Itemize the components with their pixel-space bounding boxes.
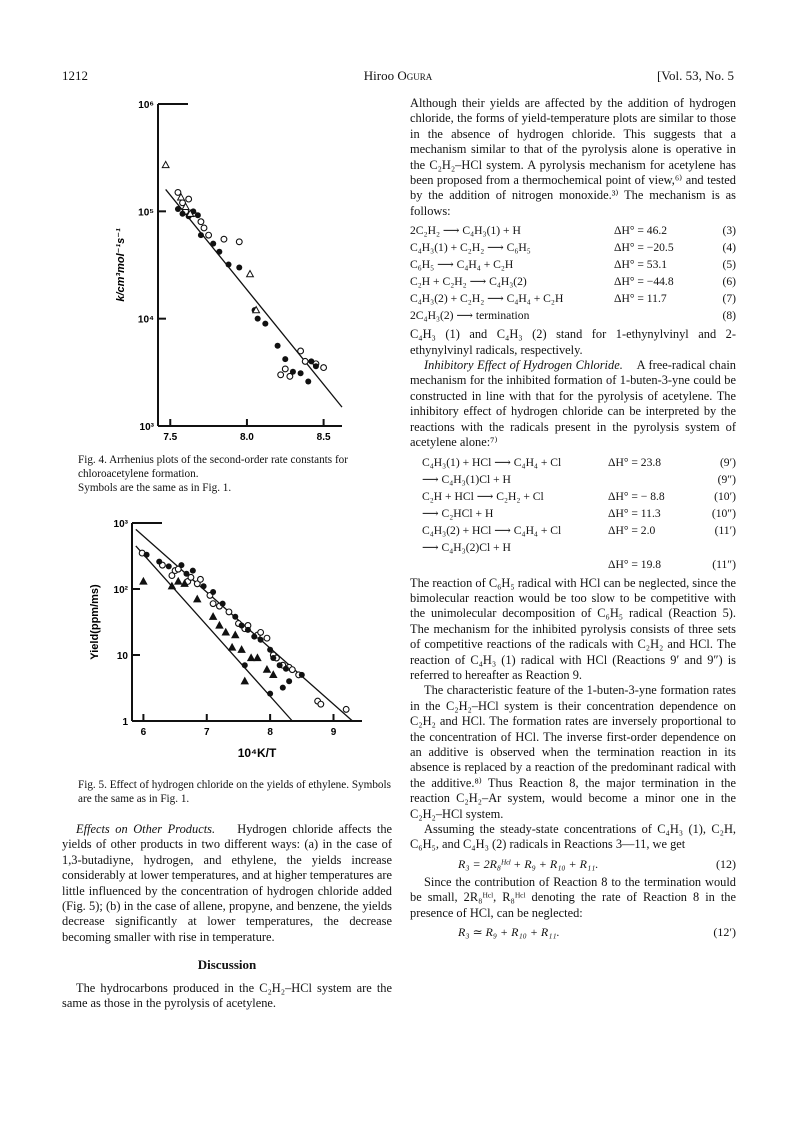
equation-row xyxy=(410,454,736,471)
x-tick-label: 7.5 xyxy=(163,432,178,443)
equation-h: ΔH° = 53.1 xyxy=(614,258,668,272)
x-axis-label: 10⁴K/T xyxy=(237,746,277,760)
paragraph-inhibitory: Inhibitory Effect of Hydrogen Chloride. A free-radical chain mechanism for the inhibited formation of 1-buten-3-yne could be constructed in line with that for the pyrolysis of acetylene. The inhibitory effect of hydrogen chloride can be interpreted by the reactions with the radicals present in the pyrolysis system of acetylene alone:⁷⁾ xyxy=(410,358,736,450)
equation-h xyxy=(608,471,708,488)
equation-n: (10″) xyxy=(711,506,736,520)
filled-circle-point xyxy=(286,678,292,684)
filled-circle-point xyxy=(144,552,150,558)
triangle-point xyxy=(238,646,245,652)
equation-12-prime: R₃ ≃ R₉ + R₁₀ + R₁₁. (12′) xyxy=(458,925,736,940)
equation-n: (7) xyxy=(722,292,736,306)
filled-circle-point xyxy=(280,685,286,691)
filled-circle-point xyxy=(166,563,172,569)
equation-row xyxy=(410,239,736,256)
triangle-point xyxy=(222,629,229,635)
equation-r: C₄H₃(2) + C₂H₂ ⟶ C₄H₄ + C₂H xyxy=(410,292,564,306)
equation-h: ΔH° = 46.2 xyxy=(614,224,668,238)
filled-circle-point xyxy=(267,691,273,697)
open-circle-point xyxy=(206,232,212,238)
open-circle-point xyxy=(198,219,204,225)
y-tick-label: 10⁶ xyxy=(138,100,154,111)
equation-h: ΔH° = 19.8 xyxy=(608,557,662,571)
filled-circle-point xyxy=(270,655,276,661)
x-tick-label: 8 xyxy=(267,727,273,738)
x-tick-label: 7 xyxy=(203,727,210,738)
open-circle-point xyxy=(298,348,304,354)
triangle-point xyxy=(241,678,248,684)
filled-circle-point xyxy=(283,666,289,672)
triangle-point xyxy=(254,654,261,660)
equation-r: C₄H₃(1) + C₂H₂ ⟶ C₆H₅ xyxy=(410,241,531,255)
triangle-point xyxy=(229,644,236,650)
right-column xyxy=(410,96,736,943)
equation-n: (11′) xyxy=(714,523,736,537)
triangle-point xyxy=(140,578,147,584)
open-circle-point xyxy=(186,196,192,202)
equation-r: C₂H + C₂H₂ ⟶ C₄H₃(2) xyxy=(410,275,527,289)
equation-n xyxy=(708,539,736,556)
triangle-point xyxy=(216,622,223,628)
open-circle-point xyxy=(302,358,308,364)
triangle-point xyxy=(194,596,201,602)
equation-n: (8) xyxy=(722,309,736,323)
paragraph-steady-state: Assuming the steady-state concentrations of C₄H₃ (1), C₂H, C₆H₅, and C₄H₃ (2) radicals in Reactions 3—11, we get xyxy=(410,822,736,852)
y-tick-label: 10³ xyxy=(139,422,154,433)
equation-h: ΔH° = −20.5 xyxy=(614,241,674,255)
x-tick-label: 9 xyxy=(330,727,337,738)
mechanism-equations xyxy=(410,222,736,324)
x-tick-label: 6 xyxy=(140,727,147,738)
filled-circle-point xyxy=(245,627,251,633)
y-axis-label: k/cm³mol⁻¹s⁻¹ xyxy=(115,228,127,302)
equation-row xyxy=(410,307,736,324)
paragraph-characteristic: The characteristic feature of the 1-buten-3-yne formation rates in the C₂H₂–HCl system is their concentration dependence on C₂H₂ and HCl. The formation rates are inversely proportional to the concentration of HCl. The inverse first-order dependence on an additive is observed when the termination reaction in its absence is replaced by a reaction of the predominant radical with the additive.⁸⁾ Thus Reaction 8, the major termination in the reaction C₂H₂–Ar system, would become a minor one in the C₂H₂–HCl system. xyxy=(410,683,736,821)
open-circle-point xyxy=(175,190,181,196)
open-circle-point xyxy=(198,576,204,582)
equation-r: 2C₄H₃(2) ⟶ termination xyxy=(410,309,530,323)
open-circle-point xyxy=(210,601,216,607)
filled-circle-point xyxy=(220,601,226,607)
equation-n: (4) xyxy=(722,241,736,255)
discussion-paragraph: The hydrocarbons produced in the C₂H₂–HCl system are the same as those in the pyrolysis of acetylene. xyxy=(62,980,392,1011)
y-tick-label: 10⁴ xyxy=(137,314,154,326)
filled-circle-point xyxy=(308,358,314,364)
equation-row xyxy=(410,488,736,505)
figure-5 xyxy=(62,509,392,806)
equation-r xyxy=(410,556,608,573)
equation-n: (10′) xyxy=(714,489,736,503)
filled-circle-point xyxy=(282,356,288,362)
equation-n: (6) xyxy=(722,275,736,289)
equation-row xyxy=(410,539,736,556)
figure-4 xyxy=(62,96,392,495)
y-tick-label: 1 xyxy=(122,717,128,728)
equation-r: C₄H₃(2) + HCl ⟶ C₄H₄ + Cl xyxy=(422,523,562,537)
discussion-heading: Discussion xyxy=(197,957,257,973)
open-circle-point xyxy=(221,236,227,242)
open-circle-point xyxy=(282,366,288,372)
equation-n: (3) xyxy=(722,224,736,238)
fig4-chart xyxy=(62,96,392,446)
running-header xyxy=(62,68,734,86)
equation-row xyxy=(410,273,736,290)
triangle-point xyxy=(248,654,255,660)
filled-circle-point xyxy=(236,264,242,270)
fig5-caption: Fig. 5. Effect of hydrogen chloride on the yields of ethylene. Symbols are the same as in Fig. 1. xyxy=(78,779,391,805)
triangle-point xyxy=(264,666,271,672)
equation-n: (5) xyxy=(722,258,736,272)
equation-row xyxy=(410,522,736,539)
x-tick-label: 8.0 xyxy=(239,432,254,443)
open-circle-point xyxy=(321,365,327,371)
filled-circle-point xyxy=(255,316,261,322)
y-tick-label: 10² xyxy=(113,585,128,596)
equation-row xyxy=(410,290,736,307)
open-circle-point xyxy=(318,701,324,707)
paragraph-radicals: C₄H₃ (1) and C₄H₃ (2) stand for 1-ethynylvinyl and 2-ethynylvinyl radicals, respectively. xyxy=(410,327,736,357)
equation-h: ΔH° = 2.0 xyxy=(608,523,656,537)
equation-h: ΔH° = 11.3 xyxy=(608,506,661,520)
inhibition-equations xyxy=(410,454,736,573)
filled-circle-point xyxy=(226,261,232,267)
filled-circle-point xyxy=(175,206,181,212)
filled-circle-point xyxy=(178,562,184,568)
equation-h: ΔH° = 23.8 xyxy=(608,455,662,469)
triangle-point xyxy=(232,632,239,638)
filled-circle-point xyxy=(290,369,296,375)
filled-circle-point xyxy=(277,662,283,668)
filled-circle-point xyxy=(242,662,248,668)
filled-circle-point xyxy=(180,211,186,217)
equation-h: ΔH° = − 8.8 xyxy=(608,489,665,503)
equation-row xyxy=(410,222,736,239)
volume-info: [Vol. 53, No. 5 xyxy=(656,68,734,83)
y-axis-label: Yield(ppm/ms) xyxy=(89,584,101,660)
equation-h xyxy=(608,539,708,556)
equation-r: ⟶ C₄H₃(1)Cl + H xyxy=(422,472,511,486)
paragraph-c6h5: The reaction of C₆H₅ radical with HCl can be neglected, since the bimolecular reaction would be too slow to be competitive with the unimolecular decomposition of C₆H₅ radical (Reaction 5). The mechanism for the inhibited pyrolysis consists of three sets of competitive reactions of the radicals with C₂H₂ and HCl. The reaction of C₄H₃ (1) radical with HCl (Reactions 9′ and 9″) is referred to hereafter as Reaction 9. xyxy=(410,575,736,682)
filled-circle-point xyxy=(298,370,304,376)
paragraph-contribution: Since the contribution of Reaction 8 to the termination would be small, 2R₈ᴴᶜˡ, R₈ᴴᶜˡ denoting the rate of Reaction 8 in the presence of HCl, can be neglected: xyxy=(410,874,736,920)
equation-h: ΔH° = 11.7 xyxy=(614,292,667,306)
equation-r: 2C₂H₂ ⟶ C₄H₃(1) + H xyxy=(410,224,521,238)
filled-circle-point xyxy=(198,232,204,238)
filled-circle-point xyxy=(210,241,216,247)
filled-circle-point xyxy=(262,321,268,327)
triangle-point xyxy=(175,578,182,584)
triangle-point xyxy=(162,161,169,167)
equation-row xyxy=(410,471,736,488)
y-tick-label: 10³ xyxy=(113,519,128,530)
left-column xyxy=(62,96,392,1011)
equation-12: R₃ = 2R₈ᴴᶜˡ + R₉ + R₁₀ + R₁₁. (12) xyxy=(458,856,736,871)
filled-circle-point xyxy=(201,583,207,589)
filled-circle-point xyxy=(156,559,162,565)
triangle-point xyxy=(270,671,277,677)
filled-circle-point xyxy=(210,589,216,595)
open-circle-point xyxy=(343,706,349,712)
filled-circle-point xyxy=(258,637,264,643)
filled-circle-point xyxy=(195,212,201,218)
filled-circle-point xyxy=(275,343,281,349)
filled-circle-point xyxy=(183,571,189,577)
paragraph-mechanism-intro: Although their yields are affected by the addition of hydrogen chloride, the forms of yield-temperature plots are similar to those in the absence of hydrogen chloride. This suggests that a mechanism similar to that of the pyrolysis alone is operative in the C₂H₂–HCl system. A pyrolysis mechanism for acetylene has been proposed from a thermochemical point of view,⁶⁾ and tested by the addition of nitrogen monoxide.³⁾ The mechanism is as follows: xyxy=(410,96,736,218)
equation-h xyxy=(614,307,700,324)
filled-circle-point xyxy=(267,647,273,653)
equation-n: (9′) xyxy=(719,455,736,469)
fig5-chart xyxy=(62,509,392,771)
filled-circle-point xyxy=(299,672,305,678)
filled-circle-point xyxy=(251,634,257,640)
author-name: Hiroo Ogura xyxy=(363,68,433,83)
fit-line xyxy=(166,189,342,407)
filled-circle-point xyxy=(239,622,245,628)
equation-r: C₄H₃(1) + HCl ⟶ C₄H₄ + Cl xyxy=(422,455,562,469)
equation-row xyxy=(410,556,736,573)
equation-n: (11″) xyxy=(712,557,736,571)
open-circle-point xyxy=(236,239,242,245)
equation-h: ΔH° = −44.8 xyxy=(614,275,674,289)
triangle-point xyxy=(247,271,254,277)
x-tick-label: 8.5 xyxy=(316,432,331,443)
open-circle-point xyxy=(226,609,232,615)
equation-row xyxy=(410,256,736,273)
equation-r: C₆H₅ ⟶ C₄H₄ + C₂H xyxy=(410,258,514,272)
effects-paragraph: Effects on Other Products. Hydrogen chloride affects the yields of other products in two different ways: (a) in the case of 1,3-butadiyne, hydrogen, and ethylene, the yields increase considerably at lower temperatures, and at higher temperatures are little influenced by the concentration of hydrogen chloride added (Fig. 5); (b) in the case of allene, propyne, and benzene, the yields decrease significantly at lower temperatures, the decrease becoming smaller with rise in temperature. xyxy=(62,822,393,944)
equation-n: (9″) xyxy=(717,472,736,486)
page-number: 1212 xyxy=(62,68,88,83)
equation-r: ⟶ C₂HCl + H xyxy=(422,506,494,520)
filled-circle-point xyxy=(313,363,319,369)
open-circle-point xyxy=(201,225,207,231)
filled-circle-point xyxy=(232,614,238,620)
filled-circle-point xyxy=(216,249,222,255)
fig4-caption: Fig. 4. Arrhenius plots of the second-order rate constants for chloroacetylene formation. Symbols are the same as in Fig. 1. xyxy=(78,454,348,494)
open-circle-point xyxy=(258,630,264,636)
open-circle-point xyxy=(278,372,284,378)
equation-row xyxy=(410,505,736,522)
open-circle-point xyxy=(289,667,295,673)
y-tick-label: 10 xyxy=(116,651,128,662)
filled-circle-point xyxy=(190,568,196,574)
y-tick-label: 10⁵ xyxy=(138,207,154,219)
filled-circle-point xyxy=(305,378,311,384)
equation-r: ⟶ C₄H₃(2)Cl + H xyxy=(422,540,511,554)
triangle-point xyxy=(210,613,217,619)
left-body-text xyxy=(62,822,392,1011)
equation-r: C₂H + HCl ⟶ C₂H₂ + Cl xyxy=(422,489,544,503)
open-circle-point xyxy=(264,635,270,641)
